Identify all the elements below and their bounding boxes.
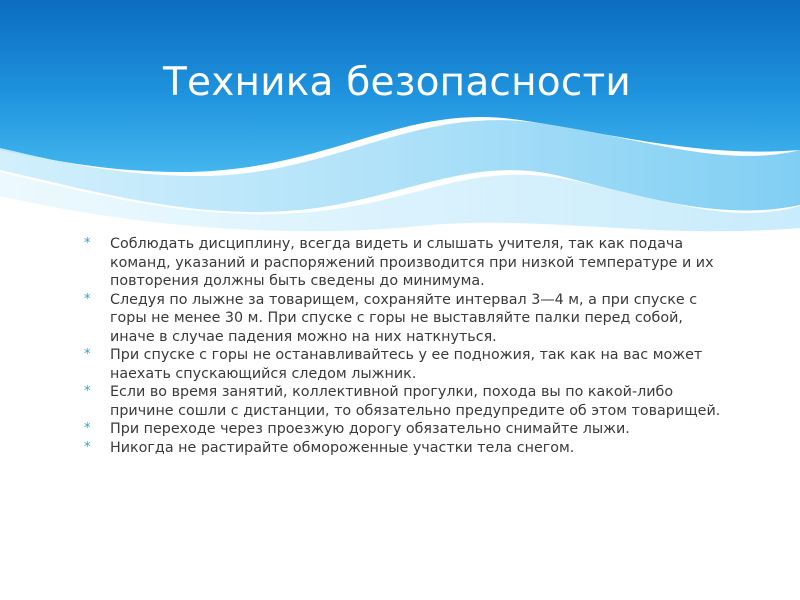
- bullet-list: [84, 235, 724, 457]
- bullet-text: Соблюдать дисциплину, всегда видеть и слышать учителя, так как подача команд, указаний и распоряжений производится при низкой температуре и их повторения должны быть сведены до минимума.: [110, 236, 714, 289]
- bullet-text: При переходе через проезжую дорогу обязательно снимайте лыжи.: [110, 421, 630, 437]
- bullet-text: Никогда не растирайте обмороженные участки тела снегом.: [110, 439, 575, 456]
- bullet-text: Если во время занятий, коллективной прогулки, похода вы по какой-либо причине сошли с дистанции, то обязательно предупредите об этом товарищей.: [110, 384, 721, 419]
- bullet-text: Следуя по лыжне за товарищем, сохраняйте интервал 3—4 м, а при спуске с горы не менее 30 м. При спуске с горы не выставляйте палки перед собой, иначе в случае падения можно на них наткнуться.: [110, 291, 698, 345]
- header-wave-background: [0, 0, 800, 240]
- bullet-asterisk-icon: *: [84, 439, 91, 455]
- bullet-item: [84, 346, 724, 383]
- bullet-item: [84, 291, 724, 347]
- bullet-item: [84, 235, 724, 291]
- bullet-item: [84, 383, 724, 420]
- bullet-asterisk-icon: *: [84, 236, 91, 251]
- bullet-asterisk-icon: *: [84, 347, 91, 362]
- bullet-item: [84, 420, 724, 439]
- bullet-asterisk-icon: *: [84, 291, 91, 307]
- slide-title: Техника безопасности: [163, 60, 631, 105]
- bullet-asterisk-icon: *: [84, 384, 91, 399]
- bullet-item: [84, 439, 724, 458]
- bullet-asterisk-icon: *: [84, 421, 91, 436]
- bullet-text: При спуске с горы не останавливайтесь у ее подножия, так как на вас может наехать спускающийся следом лыжник.: [110, 347, 703, 382]
